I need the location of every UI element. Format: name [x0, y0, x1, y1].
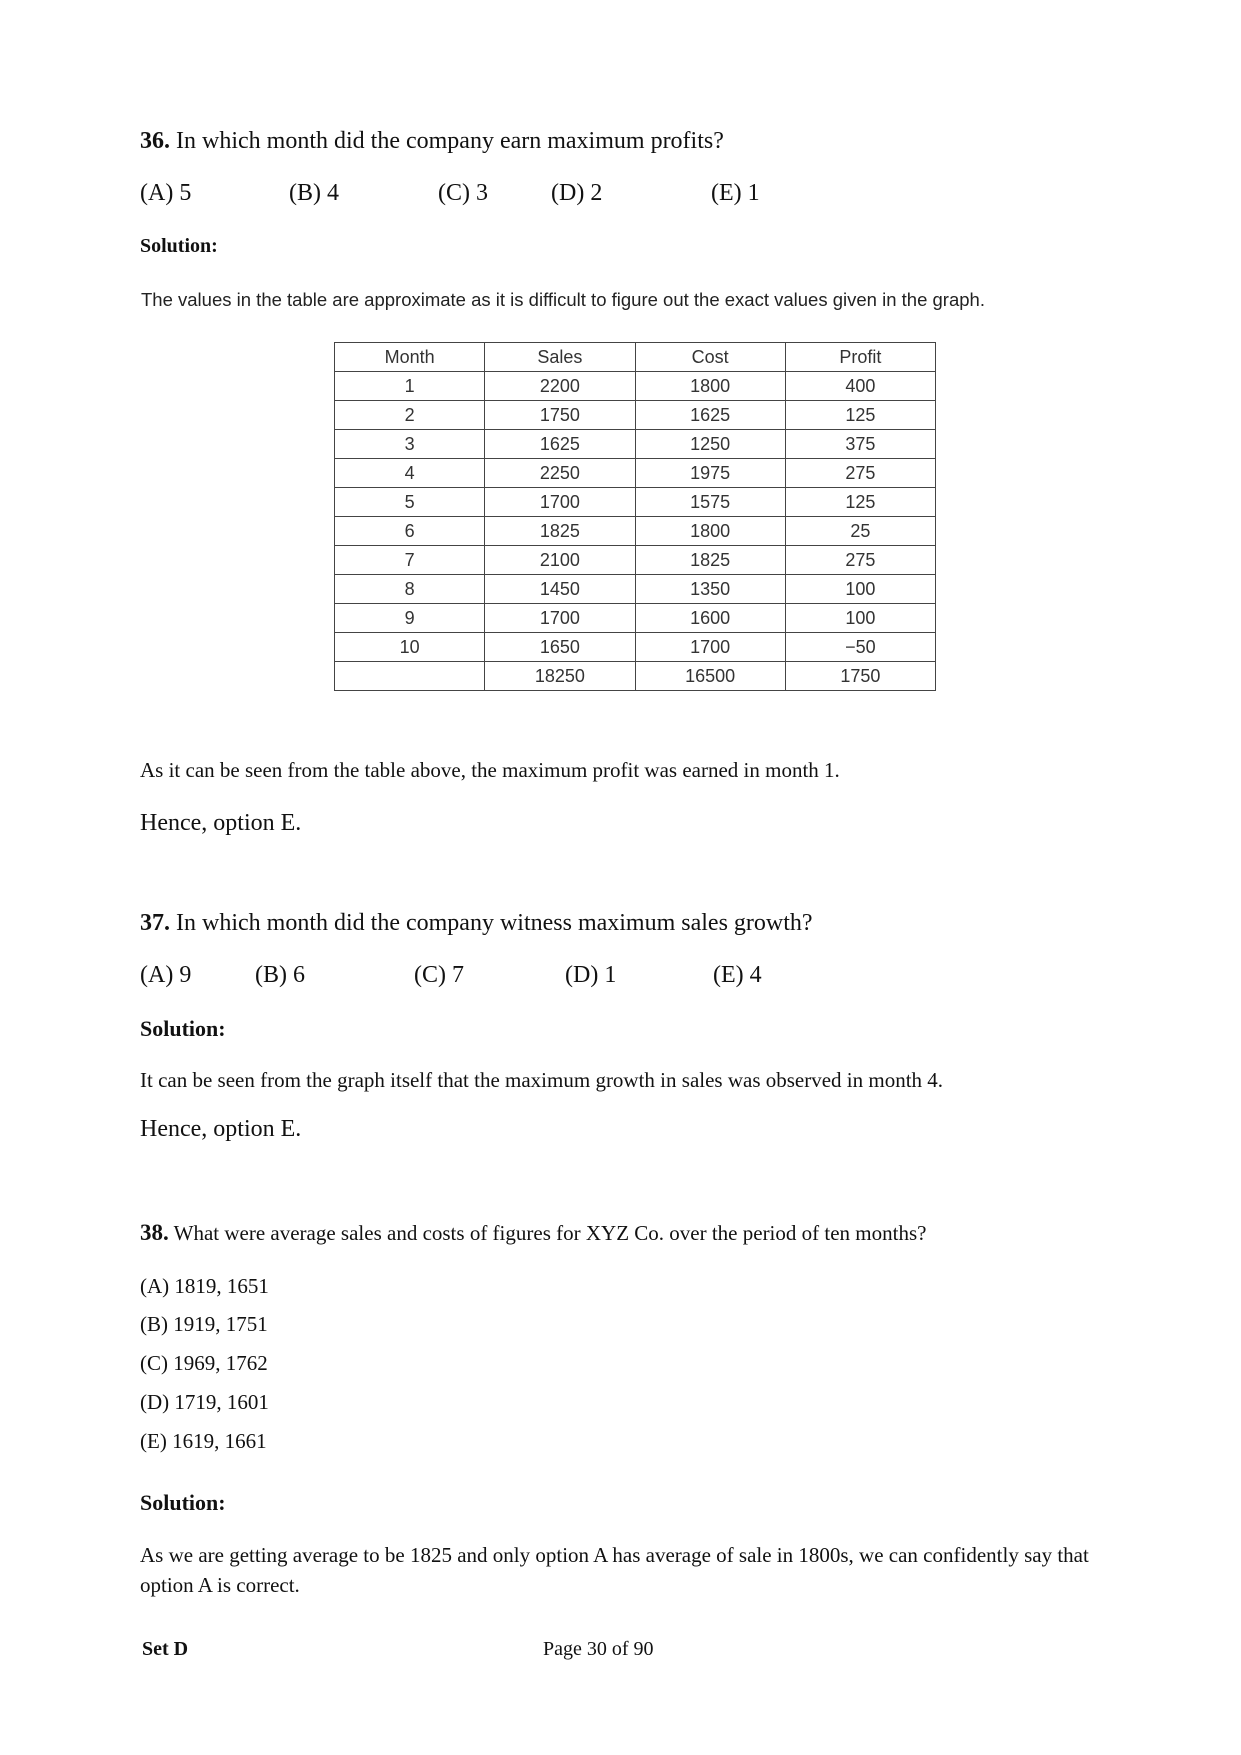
question-38-solution-label: Solution: [140, 1490, 226, 1515]
question-36-conclusion: Hence, option E. [140, 810, 302, 836]
question-37-solution-label: Solution: [140, 1016, 226, 1041]
table-cell: 2200 [485, 372, 635, 401]
question-36-explanation: As it can be seen from the table above, the maximum profit was earned in month 1. [140, 758, 840, 782]
table-cell: 1825 [485, 517, 635, 546]
table-cell: 1450 [485, 575, 635, 604]
question-37-number: 37. [140, 910, 170, 936]
question-37-option-e: (E) 4 [713, 962, 762, 988]
table-cell: 375 [785, 430, 935, 459]
table-cell: 16500 [635, 662, 785, 691]
question-36-solution-label: Solution: [140, 235, 218, 257]
table-cell: 25 [785, 517, 935, 546]
question-37-option-c: (C) 7 [414, 962, 464, 988]
table-row [335, 517, 936, 546]
table-cell: 125 [785, 488, 935, 517]
footer-set-label: Set D [142, 1638, 189, 1660]
question-36-option-c: (C) 3 [438, 180, 488, 206]
table-row [335, 604, 936, 633]
table-header-profit: Profit [785, 343, 935, 372]
table-cell: 1825 [635, 546, 785, 575]
question-36 [140, 128, 724, 155]
footer-page-number: Page 30 of 90 [543, 1638, 654, 1660]
question-38-option-b: (B) 1919, 1751 [140, 1312, 268, 1336]
table-header-row [335, 343, 936, 372]
question-38-explanation: As we are getting average to be 1825 and only option A has average of sale in 1800s, we can confidently say that option A is correct. [140, 1543, 1089, 1597]
table-row [335, 633, 936, 662]
profit-table [334, 342, 936, 691]
table-cell: 7 [335, 546, 485, 575]
table-header-cost: Cost [635, 343, 785, 372]
table-cell: 1750 [785, 662, 935, 691]
question-36-text: In which month did the company earn maximum profits? [170, 128, 724, 154]
table-header-sales: Sales [485, 343, 635, 372]
table-cell: 1575 [635, 488, 785, 517]
question-38-option-e: (E) 1619, 1661 [140, 1429, 267, 1453]
table-cell: 1250 [635, 430, 785, 459]
table-cell: 9 [335, 604, 485, 633]
table-cell [335, 662, 485, 691]
table-cell: 10 [335, 633, 485, 662]
table-cell: 1800 [635, 372, 785, 401]
question-36-option-b: (B) 4 [289, 180, 339, 206]
table-cell: 1600 [635, 604, 785, 633]
question-38-number: 38. [140, 1220, 169, 1245]
table-cell: 275 [785, 546, 935, 575]
question-37-option-d: (D) 1 [565, 962, 617, 988]
table-cell: 100 [785, 604, 935, 633]
table-cell: 4 [335, 459, 485, 488]
table-row [335, 488, 936, 517]
question-37-explanation: It can be seen from the graph itself that the maximum growth in sales was observed in month 4. [140, 1068, 944, 1092]
question-38 [140, 1220, 926, 1246]
table-total-row [335, 662, 936, 691]
question-36-number: 36. [140, 128, 170, 154]
table-cell: 18250 [485, 662, 635, 691]
table-row [335, 546, 936, 575]
table-row [335, 372, 936, 401]
table-cell: 1975 [635, 459, 785, 488]
table-cell: 275 [785, 459, 935, 488]
question-37-text: In which month did the company witness maximum sales growth? [170, 910, 813, 936]
table-cell: 125 [785, 401, 935, 430]
table-cell: 400 [785, 372, 935, 401]
table-cell: 1700 [485, 604, 635, 633]
question-38-text: What were average sales and costs of figures for XYZ Co. over the period of ten months? [168, 1221, 927, 1245]
table-cell: 5 [335, 488, 485, 517]
table-cell: 1 [335, 372, 485, 401]
table-cell: 2 [335, 401, 485, 430]
table-cell: 1800 [635, 517, 785, 546]
table-cell: 1700 [485, 488, 635, 517]
question-36-table-note: The values in the table are approximate as it is difficult to figure out the exact values given in the graph. [141, 289, 985, 310]
table-cell: 2250 [485, 459, 635, 488]
question-37 [140, 910, 813, 937]
table-cell: 2100 [485, 546, 635, 575]
question-36-option-d: (D) 2 [551, 180, 603, 206]
table-cell: 1625 [635, 401, 785, 430]
table-header-month: Month [335, 343, 485, 372]
question-37-option-a: (A) 9 [140, 962, 192, 988]
question-38-option-a: (A) 1819, 1651 [140, 1274, 269, 1298]
table-cell: 1700 [635, 633, 785, 662]
table-cell: 3 [335, 430, 485, 459]
table-row [335, 459, 936, 488]
question-36-option-a: (A) 5 [140, 180, 192, 206]
table-cell: 1650 [485, 633, 635, 662]
table-cell: 1750 [485, 401, 635, 430]
question-38-option-d: (D) 1719, 1601 [140, 1390, 269, 1414]
question-37-conclusion: Hence, option E. [140, 1116, 302, 1142]
table-cell: 1625 [485, 430, 635, 459]
question-38-option-c: (C) 1969, 1762 [140, 1351, 268, 1375]
table-cell: 100 [785, 575, 935, 604]
table-cell: 8 [335, 575, 485, 604]
table-row [335, 401, 936, 430]
table-cell: 1350 [635, 575, 785, 604]
table-row [335, 575, 936, 604]
table-cell: 6 [335, 517, 485, 546]
table-cell: −50 [785, 633, 935, 662]
question-37-option-b: (B) 6 [255, 962, 305, 988]
table-row [335, 430, 936, 459]
question-36-option-e: (E) 1 [711, 180, 760, 206]
